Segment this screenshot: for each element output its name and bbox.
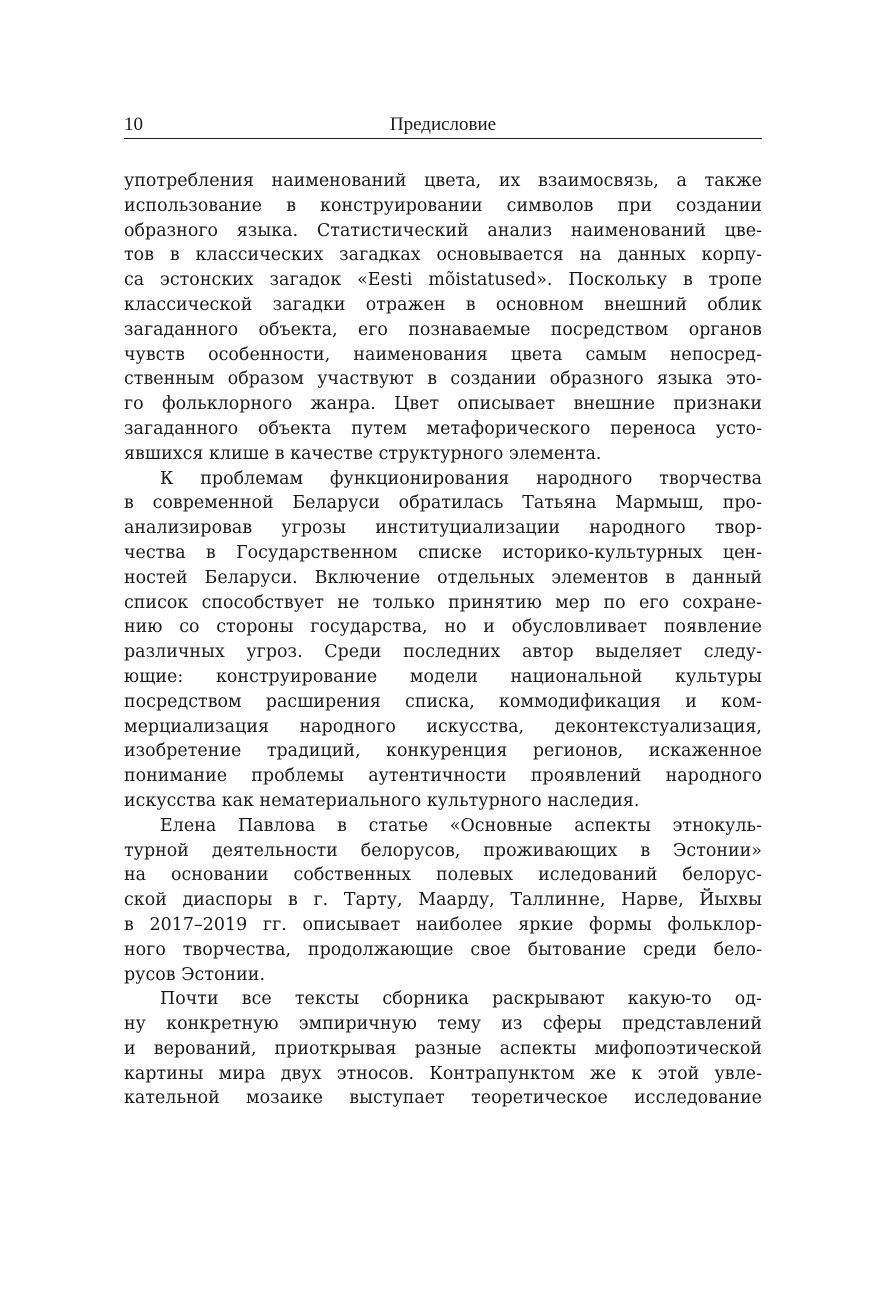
text-line: ющие: конструирование модели национальной культуры	[124, 666, 762, 687]
page-number: 10	[124, 114, 143, 135]
text-line: ну конкретную эмпиричную тему из сферы представлений	[124, 1014, 762, 1035]
text-line: посредством расширения списка, коммодификация и ком-	[124, 691, 762, 712]
text-line: ской диаспоры в г. Тарту, Маарду, Таллинне, Нарве, Йыхвы	[124, 890, 762, 911]
text-line: понимание проблемы аутентичности проявлений народного	[124, 766, 762, 787]
text-line: русов Эстонии.	[124, 964, 266, 985]
paragraph	[124, 467, 762, 814]
text-line: загаданного объекта, его познаваемые посредством органов	[124, 319, 762, 340]
text-line: Почти все тексты сборника раскрывают какую-то од-	[160, 989, 762, 1010]
text-line: использование в конструировании символов при создании	[124, 195, 762, 216]
paragraph	[124, 169, 762, 467]
text-line: чества в Государственном списке историко-культурных цен-	[124, 542, 762, 563]
text-line: кательной мозаике выступает теоретическое исследование	[124, 1088, 762, 1109]
text-line: анализировав угрозы институциализации народного твор-	[124, 518, 762, 539]
text-line: и верований, приоткрывая разные аспекты мифопоэтической	[124, 1038, 762, 1059]
body-text	[124, 169, 762, 1111]
running-title: Предисловие	[389, 114, 497, 135]
running-header	[124, 112, 762, 139]
text-line: изобретение традиций, конкуренция регионов, искаженное	[124, 741, 762, 762]
text-line: тов в классических загадках основывается на данных корпу-	[124, 245, 762, 266]
paragraph	[124, 987, 762, 1111]
paragraph	[124, 814, 762, 988]
text-line: Елена Павлова в статье «Основные аспекты этнокуль-	[160, 815, 762, 836]
text-line: искусства как нематериального культурного наследия.	[124, 790, 640, 811]
text-line: ственным образом участвуют в создании образного языка это-	[124, 369, 762, 390]
text-line: образного языка. Статистический анализ наименований цве-	[124, 220, 762, 241]
text-line: го фольклорного жанра. Цвет описывает внешние признаки	[124, 394, 762, 415]
text-line: картины мира двух этносов. Контрапунктом же к этой увле-	[124, 1063, 762, 1084]
text-line: в 2017–2019 гг. описывает наиболее яркие формы фольклор-	[124, 914, 762, 935]
text-line: явшихся клише в качестве структурного элемента.	[124, 443, 602, 464]
text-line: мерциализация народного искусства, деконтекстуализация,	[124, 716, 762, 737]
text-line: в современной Беларуси обратилась Татьяна Мармыш, про-	[124, 493, 762, 514]
text-line: К проблемам функционирования народного творчества	[160, 468, 762, 489]
text-line: ного творчества, продолжающие свое бытование среди бело-	[124, 939, 762, 960]
text-line: классической загадки отражен в основном внешний облик	[124, 294, 762, 315]
text-line: на основании собственных полевых иследований белорус-	[124, 865, 762, 886]
text-line: са эстонских загадок «Eesti mõistatused». Поскольку в тропе	[124, 270, 762, 291]
text-line: турной деятельности белорусов, проживающих в Эстонии»	[124, 840, 762, 861]
text-line: различных угроз. Среди последних автор выделяет следу-	[124, 642, 762, 663]
text-line: употребления наименований цвета, их взаимосвязь, а также	[124, 171, 762, 191]
text-line: ностей Беларуси. Включение отдельных элементов в данный	[124, 567, 762, 588]
book-page	[124, 112, 762, 1111]
text-line: список способствует не только принятию мер по его сохране-	[124, 592, 762, 613]
text-line: чувств особенности, наименования цвета самым непосред-	[124, 344, 762, 365]
text-line: нию со стороны государства, но и обусловливает появление	[124, 617, 762, 638]
text-line: загаданного объекта путем метафорического переноса усто-	[124, 418, 762, 439]
